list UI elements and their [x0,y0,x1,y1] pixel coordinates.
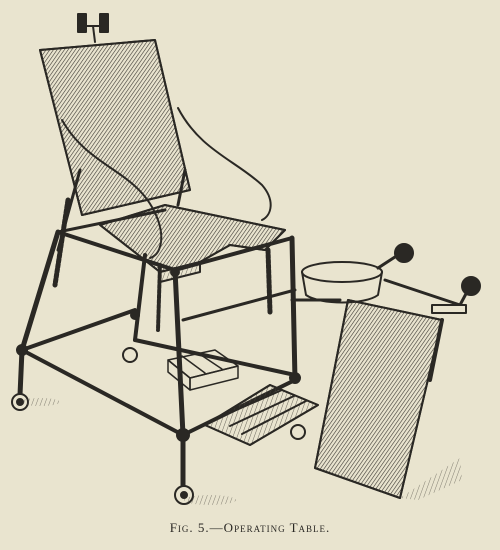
head-rest-clamp [78,14,108,42]
figure-caption: Fig. 5.—Operating Table. [169,520,331,535]
knob-left [395,244,413,262]
back-rest [40,40,190,215]
leg-board [315,300,442,498]
right-arm-rail [178,108,271,220]
knob-right [462,277,480,295]
basin [292,262,382,303]
